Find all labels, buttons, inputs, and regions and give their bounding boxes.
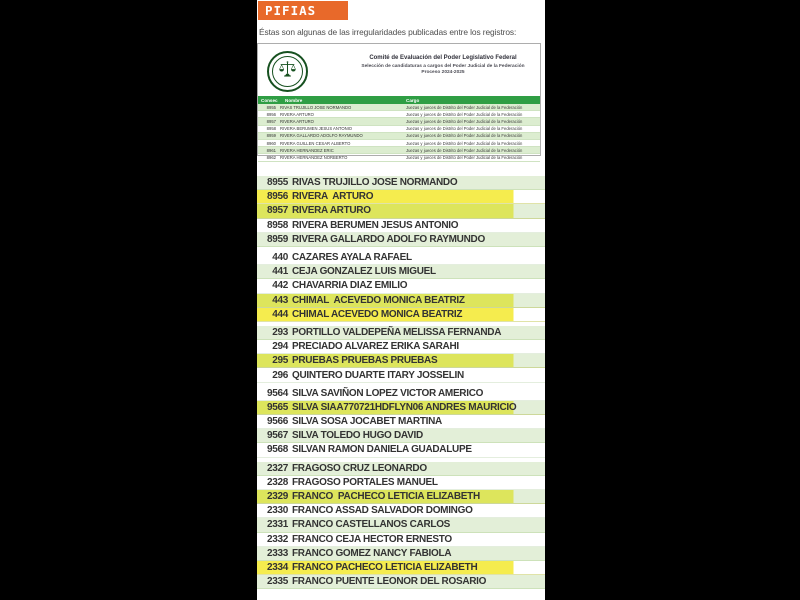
registry-row-name: FRANCO CASTELLANOS CARLOS — [292, 519, 451, 531]
registry-row-number: 8956 — [266, 191, 288, 203]
registry-row-name: FRAGOSO CRUZ LEONARDO — [292, 462, 427, 474]
column-header-consec: Consec — [261, 97, 278, 103]
mini-row-number: 8962 — [266, 154, 276, 160]
registry-row-name: FRAGOSO PORTALES MANUEL — [292, 476, 438, 488]
registry-row — [257, 462, 545, 475]
registry-row-number: 9566 — [266, 416, 288, 428]
registry-row — [257, 575, 545, 588]
mini-row-cargo: Juezas y jueces de Distrito del Poder Judicial de la Federación — [406, 133, 523, 139]
registry-row-name: FRANCO GOMEZ NANCY FABIOLA — [292, 547, 452, 559]
mini-row-number: 8959 — [266, 133, 276, 139]
registry-row-number: 9564 — [266, 387, 288, 399]
registry-row-number: 9568 — [266, 444, 288, 456]
registry-row-name: SILVA SOSA JOCABET MARTINA — [292, 416, 442, 428]
registry-row-name: CHIMAL ACEVEDO MONICA BEATRIZ — [292, 294, 465, 306]
mini-table-row — [258, 126, 540, 133]
registry-row-name: SILVA SAVIÑON LOPEZ VICTOR AMERICO — [292, 387, 484, 399]
registry-row — [257, 219, 545, 232]
registry-row-number: 443 — [272, 294, 288, 306]
registry-row-name: CHIMAL ACEVEDO MONICA BEATRIZ — [292, 308, 463, 320]
pifias-badge: PIFIAS — [258, 1, 348, 20]
registry-row-number: 8958 — [266, 219, 288, 231]
registry-row — [257, 368, 545, 381]
mini-row-number: 8960 — [266, 140, 276, 146]
registry-row-name: RIVERA ARTURO — [292, 205, 371, 217]
registry-row-name: FRANCO PACHECO LETICIA ELIZABETH — [292, 561, 478, 573]
registry-row-number: 2330 — [266, 505, 288, 517]
document-header — [350, 55, 536, 75]
registry-row-highlighted — [257, 204, 545, 217]
mini-table-row — [258, 118, 540, 125]
registry-group — [257, 251, 545, 321]
registry-row-highlighted — [257, 354, 545, 367]
mini-row-name: RIVERA ARTURO — [280, 118, 314, 124]
registry-row-name: SILVA SIAA770721HDFLYN06 ANDRES MAURICIO — [292, 401, 517, 413]
registry-row-number: 9567 — [266, 430, 288, 442]
mini-row-number: 8958 — [266, 126, 276, 132]
registry-row-name: FRANCO CEJA HECTOR ERNESTO — [292, 533, 452, 545]
mini-table-body — [258, 104, 540, 160]
registry-row — [257, 265, 545, 278]
mini-row-cargo: Juezas y jueces de Distrito del Poder Judicial de la Federación — [406, 111, 523, 117]
registry-row — [257, 326, 545, 339]
registry-row-number: 8959 — [266, 233, 288, 245]
registry-row-name: FRANCO PUENTE LEONOR DEL ROSARIO — [292, 576, 487, 588]
registry-row-name: FRANCO PACHECO LETICIA ELIZABETH — [292, 491, 480, 503]
registry-row — [257, 533, 545, 546]
mini-row-cargo: Juezas y jueces de Distrito del Poder Judicial de la Federación — [406, 126, 523, 132]
registry-row-number: 8957 — [266, 205, 288, 217]
registry-row-name: RIVAS TRUJILLO JOSE NORMANDO — [292, 177, 458, 189]
column-header-cargo: Cargo — [406, 97, 420, 103]
mini-table-row — [258, 104, 540, 111]
registry-row-name: QUINTERO DUARTE ITARY JOSSELIN — [292, 369, 464, 381]
registry-row-number: 9565 — [266, 401, 288, 413]
column-header-nombre: Nombre — [285, 97, 303, 103]
mini-row-name: RIVERA ARTURO — [280, 111, 314, 117]
registry-group — [257, 176, 545, 246]
mini-table-row — [258, 140, 540, 147]
registry-row-highlighted — [257, 308, 545, 321]
registry-row-name: SILVA TOLEDO HUGO DAVID — [292, 430, 423, 442]
registry-row — [257, 443, 545, 456]
registry-row-highlighted — [257, 294, 545, 307]
registry-row — [257, 547, 545, 560]
registry-list — [257, 176, 545, 593]
registry-row — [257, 476, 545, 489]
registry-row-number: 2327 — [266, 462, 288, 474]
mini-row-cargo: Juezas y jueces de Distrito del Poder Judicial de la Federación — [406, 147, 523, 153]
registry-row-number: 2329 — [266, 491, 288, 503]
registry-row-number: 2334 — [266, 561, 288, 573]
mini-row-cargo: Juezas y jueces de Distrito del Poder Judicial de la Federación — [406, 154, 523, 160]
registry-row-name: CHAVARRIA DIAZ EMILIO — [292, 280, 408, 292]
mini-table-header — [258, 96, 540, 104]
registry-row — [257, 340, 545, 353]
registry-row-name: PORTILLO VALDEPEÑA MELISSA FERNANDA — [292, 326, 502, 338]
registry-row-name: RIVERA ARTURO — [292, 191, 374, 203]
mini-table-row — [258, 147, 540, 154]
registry-row-number: 2331 — [266, 519, 288, 531]
registry-row-number: 293 — [272, 326, 288, 338]
judicial-seal — [267, 51, 308, 92]
registry-row-name: SILVAN RAMON DANIELA GUADALUPE — [292, 444, 472, 456]
registry-row-name: PRUEBAS PRUEBAS PRUEBAS — [292, 355, 438, 367]
mini-row-number: 8956 — [266, 111, 276, 117]
registry-row-name: CEJA GONZALEZ LUIS MIGUEL — [292, 266, 436, 278]
registry-row — [257, 429, 545, 442]
org-subtitle: Selección de candidaturas a cargos del Poder Judicial de la Federación — [361, 63, 525, 69]
mini-row-cargo: Juezas y jueces de Distrito del Poder Judicial de la Federación — [406, 140, 523, 146]
registry-row-name: FRANCO ASSAD SALVADOR DOMINGO — [292, 505, 473, 517]
content-column — [257, 0, 545, 600]
mini-row-name: RIVERA GALLARDO ADOLFO RAYMUNDO — [280, 133, 363, 139]
registry-row-number: 294 — [272, 341, 288, 353]
registry-group — [257, 387, 545, 457]
registry-row-highlighted — [257, 561, 545, 574]
registry-row — [257, 279, 545, 292]
registry-row-number: 296 — [272, 369, 288, 381]
registry-row-number: 2328 — [266, 476, 288, 488]
org-title: Comité de Evaluación del Poder Legislativo Federal — [369, 55, 517, 61]
registry-row-number: 442 — [272, 280, 288, 292]
registry-row-highlighted — [257, 401, 545, 414]
registry-row-number: 444 — [272, 308, 288, 320]
registry-row — [257, 415, 545, 428]
page-subtitle: Éstas son algunas de las irregularidades publicadas entre los registros: — [259, 27, 517, 37]
registry-row-number: 2335 — [266, 576, 288, 588]
registry-group — [257, 462, 545, 589]
org-process: Proceso 2024-2025 — [421, 70, 465, 75]
mini-row-name: RIVERA GUILLEN CESAR ALBERTO — [280, 140, 351, 146]
registry-row-name: RIVERA GALLARDO ADOLFO RAYMUNDO — [292, 233, 485, 245]
mini-table-row — [258, 154, 540, 161]
mini-table-row — [258, 111, 540, 118]
mini-row-name: RIVERA BERUMEN JESUS ANTONIO — [280, 126, 353, 132]
mini-table-row — [258, 133, 540, 140]
registry-row-highlighted — [257, 490, 545, 503]
registry-row — [257, 251, 545, 264]
registry-row-name: PRECIADO ALVAREZ ERIKA SARAHI — [292, 341, 459, 353]
registry-row — [257, 387, 545, 400]
mini-row-name: RIVERA HERNANDEZ ERIC — [280, 147, 334, 153]
registry-row-number: 2333 — [266, 547, 288, 559]
registry-row — [257, 518, 545, 531]
registry-row-highlighted — [257, 190, 545, 203]
registry-row-name: RIVERA BERUMEN JESUS ANTONIO — [292, 219, 459, 231]
registry-row-number: 295 — [272, 355, 288, 367]
registry-row-number: 441 — [272, 266, 288, 278]
mini-row-number: 8961 — [266, 147, 276, 153]
registry-row-number: 2332 — [266, 533, 288, 545]
mini-row-cargo: Juezas y jueces de Distrito del Poder Judicial de la Federación — [406, 118, 523, 124]
registry-group — [257, 326, 545, 382]
mini-row-number: 8955 — [266, 104, 276, 110]
registry-row-name: CAZARES AYALA RAFAEL — [292, 252, 412, 264]
mini-row-number: 8957 — [266, 118, 276, 124]
mini-row-cargo: Juezas y jueces de Distrito del Poder Judicial de la Federación — [406, 104, 523, 110]
registry-row-number: 8955 — [266, 177, 288, 189]
registry-row — [257, 233, 545, 246]
mini-row-name: RIVAS TRUJILLO JOSE NORMANDO — [280, 104, 352, 110]
scales-of-justice-icon — [278, 60, 297, 84]
mini-row-name: RIVERA HERNANDEZ NORBERTO — [280, 154, 348, 160]
registry-row-number: 440 — [272, 252, 288, 264]
registry-row — [257, 176, 545, 189]
registry-row — [257, 504, 545, 517]
official-list-screenshot — [257, 43, 541, 160]
seal-inner-ring — [272, 56, 303, 87]
